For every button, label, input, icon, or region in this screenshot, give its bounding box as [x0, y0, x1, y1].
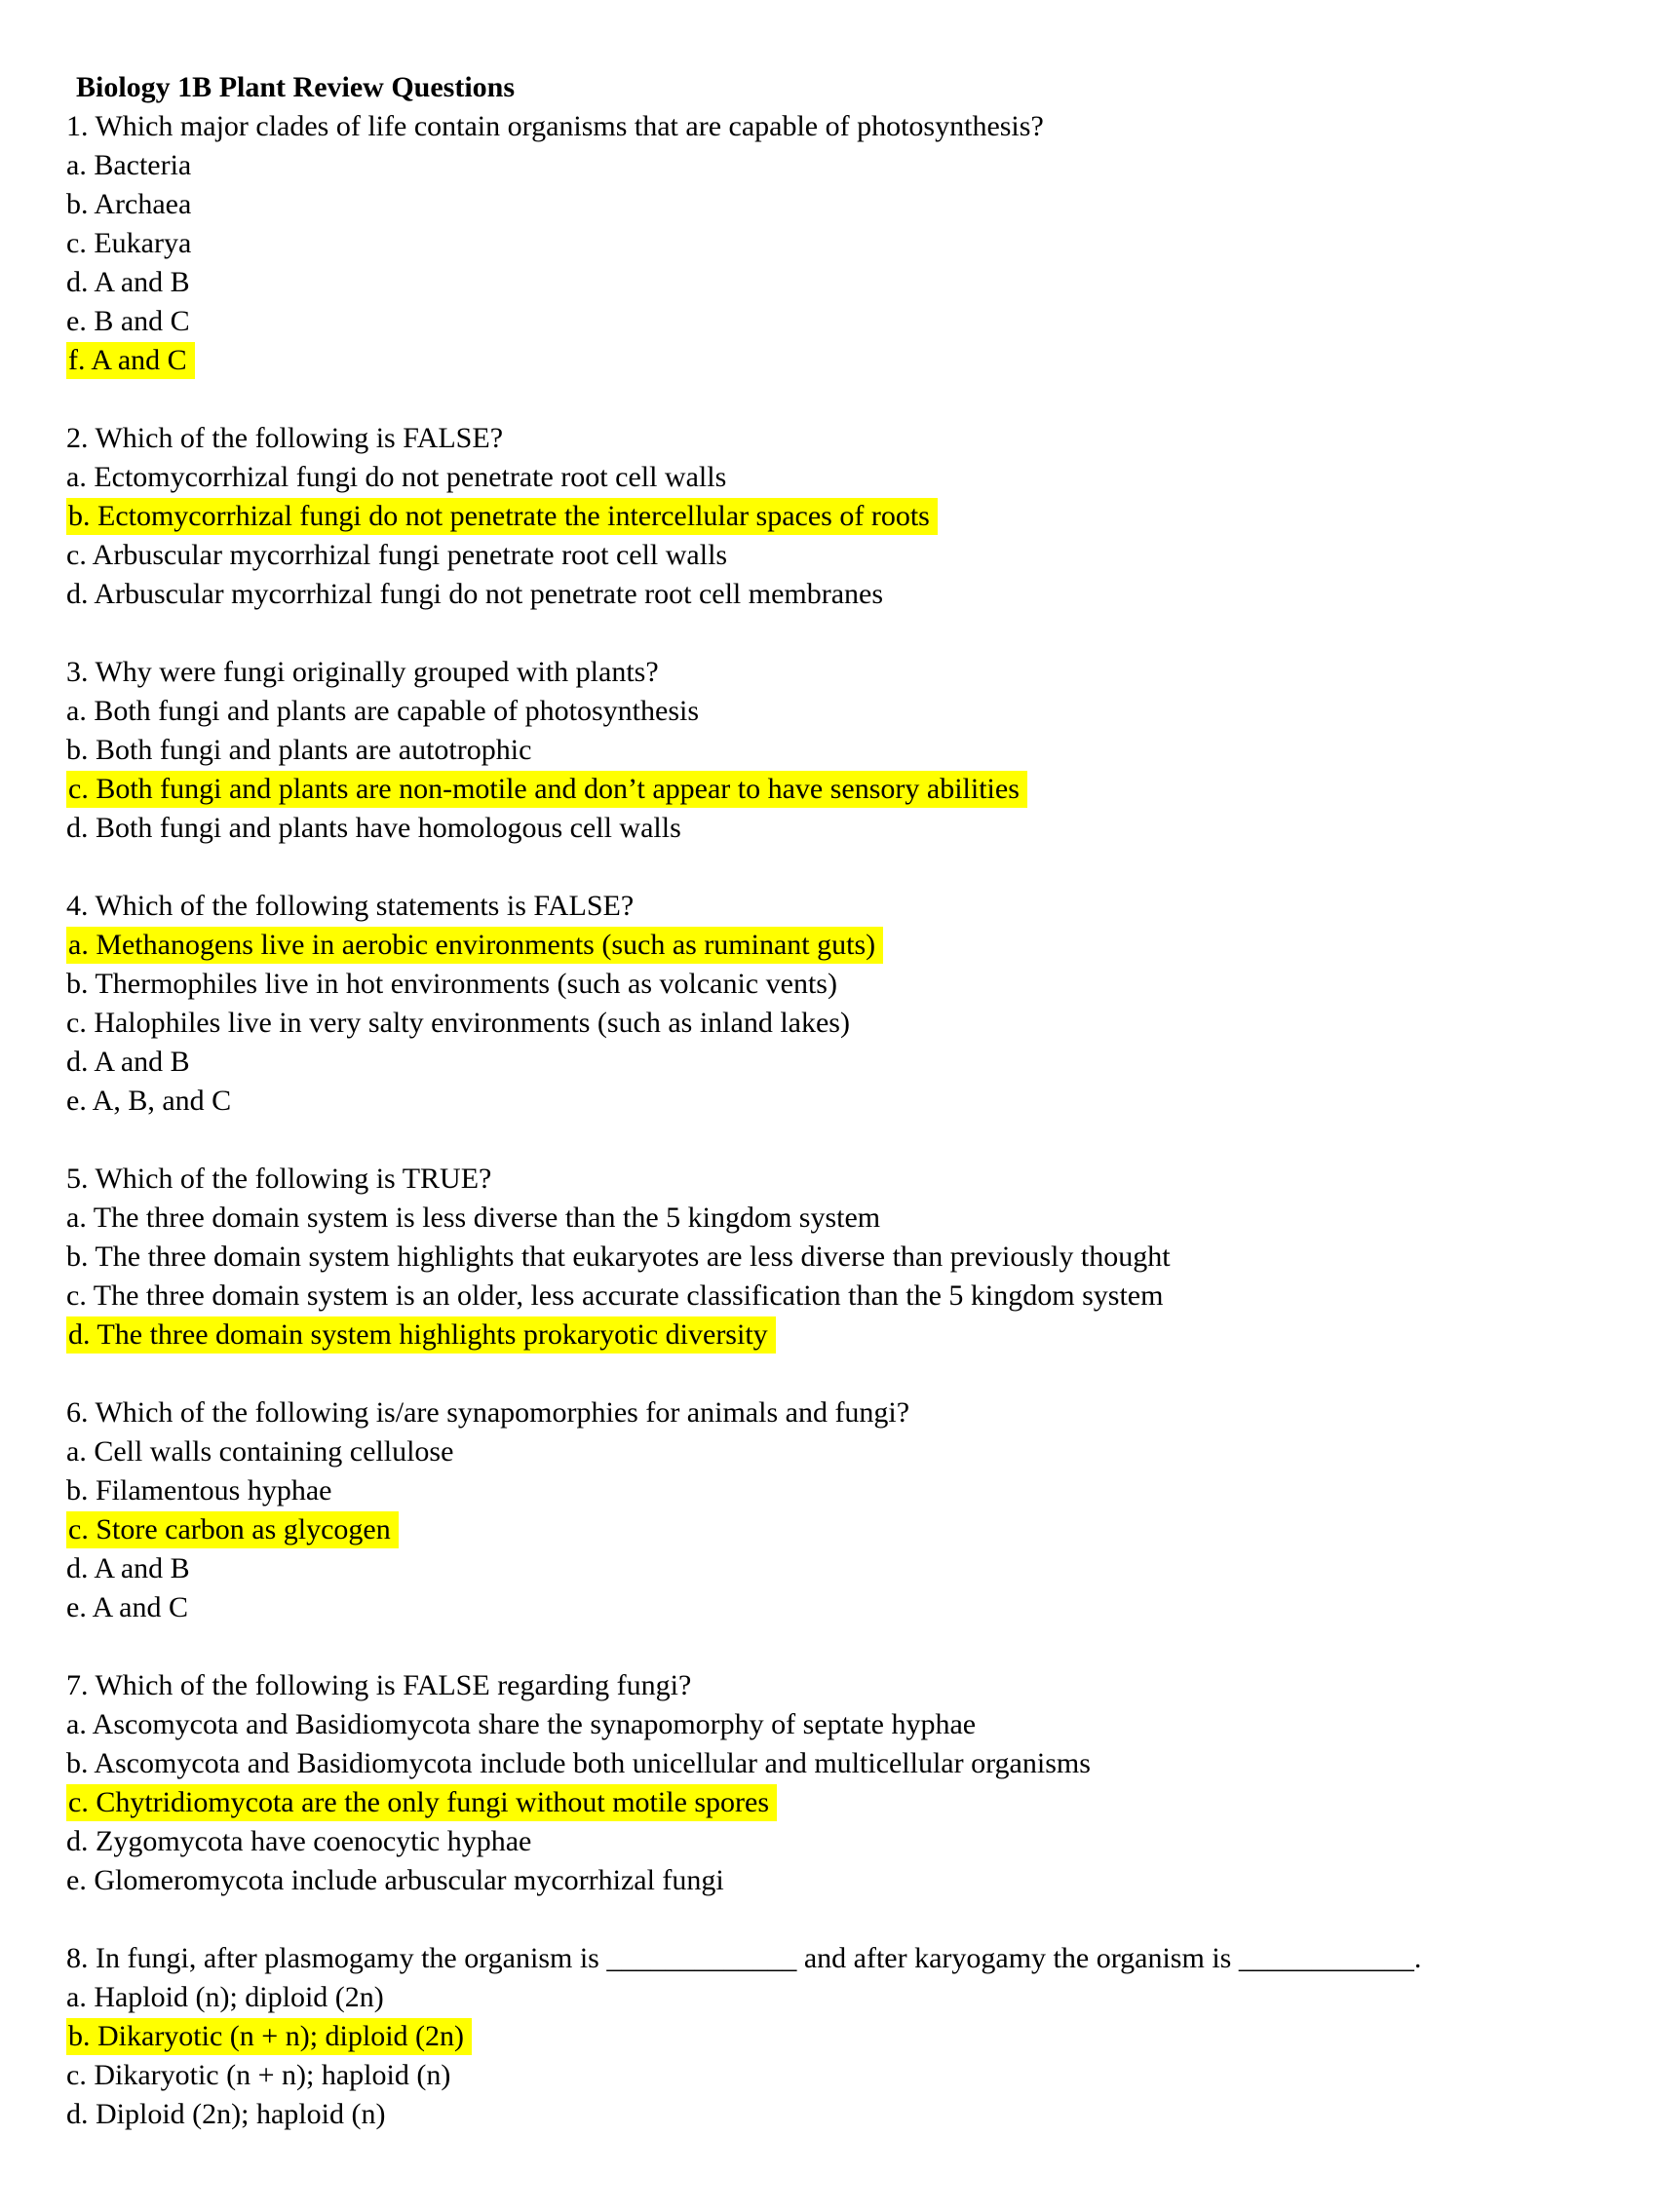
option-line	[66, 1783, 1618, 1822]
option-text-highlighted-answer: d. The three domain system highlights prokaryotic diversity	[66, 1316, 776, 1354]
option-line	[66, 965, 1618, 1004]
option-line	[66, 1043, 1618, 1082]
option-text: e. A and C	[66, 1591, 188, 1623]
question-block	[66, 419, 1618, 614]
option-text: d. Diploid (2n); haploid (n)	[66, 2098, 386, 2130]
option-text: c. Halophiles live in very salty environments (such as inland lakes)	[66, 1007, 850, 1039]
option-text: c. The three domain system is an older, less accurate classification than the 5 kingdom system	[66, 1279, 1164, 1312]
option-text: d. A and B	[66, 1552, 190, 1584]
option-line	[66, 1510, 1618, 1549]
question-block	[66, 1393, 1618, 1627]
option-text: d. A and B	[66, 1046, 190, 1078]
option-line	[66, 1705, 1618, 1744]
option-text: e. B and C	[66, 305, 190, 337]
question-prompt: 4. Which of the following statements is FALSE?	[66, 890, 635, 922]
option-line	[66, 1588, 1618, 1627]
option-text: e. Glomeromycota include arbuscular mycorrhizal fungi	[66, 1864, 724, 1896]
option-text: d. Zygomycota have coenocytic hyphae	[66, 1825, 532, 1857]
question-prompt: 3. Why were fungi originally grouped with plants?	[66, 656, 659, 688]
question-block	[66, 1160, 1618, 1354]
option-line	[66, 1004, 1618, 1043]
question-block	[66, 887, 1618, 1121]
option-line	[66, 1199, 1618, 1238]
option-text: a. Ascomycota and Basidiomycota share the synapomorphy of septate hyphae	[66, 1708, 977, 1740]
questions	[66, 107, 1618, 2134]
option-text: d. A and B	[66, 266, 190, 298]
question-prompt: 1. Which major clades of life contain organisms that are capable of photosynthesis?	[66, 110, 1044, 142]
question-prompt: 6. Which of the following is/are synapomorphies for animals and fungi?	[66, 1396, 910, 1429]
option-text: c. Eukarya	[66, 227, 192, 259]
option-text-highlighted-answer: a. Methanogens live in aerobic environments (such as ruminant guts)	[66, 927, 883, 964]
option-text-highlighted-answer: b. Ectomycorrhizal fungi do not penetrate the intercellular spaces of roots	[66, 498, 938, 535]
option-line	[66, 1277, 1618, 1316]
option-text: a. Both fungi and plants are capable of photosynthesis	[66, 695, 700, 727]
option-line	[66, 1471, 1618, 1510]
option-text: b. Ascomycota and Basidiomycota include both unicellular and multicellular organisms	[66, 1747, 1091, 1779]
option-line	[66, 458, 1618, 497]
option-text: c. Dikaryotic (n + n); haploid (n)	[66, 2059, 451, 2091]
option-line	[66, 536, 1618, 575]
option-line	[66, 2056, 1618, 2095]
option-text: b. Both fungi and plants are autotrophic	[66, 734, 532, 766]
option-line	[66, 1822, 1618, 1861]
option-line	[66, 692, 1618, 731]
option-text: a. Cell walls containing cellulose	[66, 1435, 454, 1468]
option-text-highlighted-answer: b. Dikaryotic (n + n); diploid (2n)	[66, 2018, 472, 2055]
option-text: b. Filamentous hyphae	[66, 1474, 332, 1506]
option-line	[66, 1549, 1618, 1588]
option-line	[66, 1432, 1618, 1471]
option-line	[66, 1861, 1618, 1900]
option-line	[66, 146, 1618, 185]
option-line	[66, 1744, 1618, 1783]
option-line	[66, 2017, 1618, 2056]
option-line	[66, 2095, 1618, 2134]
option-text: b. Thermophiles live in hot environments (such as volcanic vents)	[66, 968, 837, 1000]
option-line	[66, 263, 1618, 302]
option-line	[66, 1316, 1618, 1354]
option-line	[66, 185, 1618, 224]
option-text-highlighted-answer: f. A and C	[66, 342, 195, 379]
option-line	[66, 731, 1618, 770]
option-line	[66, 575, 1618, 614]
option-text: c. Arbuscular mycorrhizal fungi penetrate root cell walls	[66, 539, 728, 571]
option-text: a. Ectomycorrhizal fungi do not penetrate root cell walls	[66, 461, 727, 493]
option-text: a. The three domain system is less diverse than the 5 kingdom system	[66, 1201, 881, 1234]
option-line	[66, 1978, 1618, 2017]
option-text-highlighted-answer: c. Chytridiomycota are the only fungi without motile spores	[66, 1784, 777, 1821]
option-line	[66, 1082, 1618, 1121]
question-prompt: 5. Which of the following is TRUE?	[66, 1163, 492, 1195]
question-block	[66, 1939, 1618, 2134]
question-block	[66, 653, 1618, 848]
option-text: d. Both fungi and plants have homologous cell walls	[66, 812, 681, 844]
option-line	[66, 1238, 1618, 1277]
option-text: a. Bacteria	[66, 149, 192, 181]
option-line	[66, 302, 1618, 341]
option-text: e. A, B, and C	[66, 1085, 232, 1117]
option-text-highlighted-answer: c. Both fungi and plants are non-motile and don’t appear to have sensory abilities	[66, 771, 1027, 808]
question-block	[66, 1666, 1618, 1900]
option-text: b. Archaea	[66, 188, 192, 220]
question-prompt: 8. In fungi, after plasmogamy the organism is _____________ and after karyogamy the organism is ____________.	[66, 1942, 1422, 1974]
option-line	[66, 341, 1618, 380]
option-text-highlighted-answer: c. Store carbon as glycogen	[66, 1511, 399, 1548]
option-line	[66, 770, 1618, 809]
option-line	[66, 497, 1618, 536]
option-text: a. Haploid (n); diploid (2n)	[66, 1981, 384, 2013]
option-text: d. Arbuscular mycorrhizal fungi do not penetrate root cell membranes	[66, 578, 884, 610]
page-title: Biology 1B Plant Review Questions	[76, 71, 516, 103]
question-block	[66, 107, 1618, 380]
question-prompt: 2. Which of the following is FALSE?	[66, 422, 504, 454]
question-prompt: 7. Which of the following is FALSE regarding fungi?	[66, 1669, 692, 1701]
option-line	[66, 926, 1618, 965]
option-text: b. The three domain system highlights that eukaryotes are less diverse than previously thought	[66, 1240, 1171, 1273]
option-line	[66, 224, 1618, 263]
option-line	[66, 809, 1618, 848]
